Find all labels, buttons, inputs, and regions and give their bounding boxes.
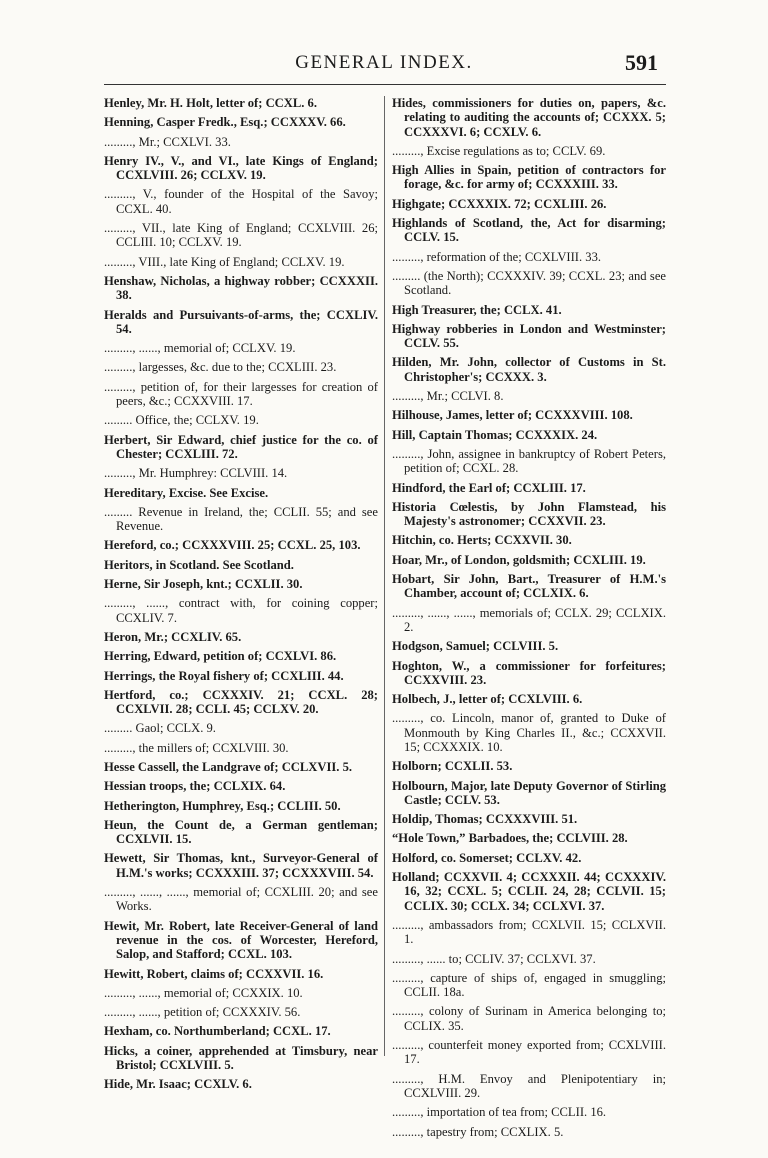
- header-rule: [104, 84, 666, 85]
- index-entry: Herrings, the Royal fishery of; CCXLIII. 44.: [104, 668, 344, 683]
- index-entry: Hitchin, co. Herts; CCXXVII. 30.: [392, 533, 572, 548]
- index-entry: Holland; CCXXVII. 4; CCXXXII. 44; CCXXXIV. 16, 32; CCXL. 5; CCLII. 24, 28; CCLVII. 15; CCLIX. 30; CCLX. 34; CCLXVI. 37.: [392, 870, 666, 913]
- index-entry: Highlands of Scotland, the, Act for disarming; CCLV. 15.: [392, 216, 666, 245]
- index-entry: ........., John, assignee in bankruptcy of Robert Peters, petition of; CCXL. 28.: [392, 446, 666, 476]
- index-entry: ........., Mr.; CCXLVI. 33.: [104, 134, 231, 149]
- index-entry: Hexham, co. Northumberland; CCXL. 17.: [104, 1024, 331, 1039]
- page-title: GENERAL INDEX.: [295, 52, 473, 73]
- index-entry: ........., ......, memorial of; CCXXIX. 10.: [104, 985, 303, 1000]
- index-column-right: [392, 96, 666, 1144]
- index-entry: Hilden, Mr. John, collector of Customs in St. Christopher's; CCXXX. 3.: [392, 355, 666, 384]
- index-entry: ........., largesses, &c. due to the; CCXLIII. 23.: [104, 360, 337, 375]
- index-entry: Holbech, J., letter of; CCXLVIII. 6.: [392, 692, 583, 707]
- index-entry: ......... Gaol; CCLX. 9.: [104, 721, 216, 736]
- index-entry: ........., counterfeit money exported from; CCXLVIII. 17.: [392, 1038, 666, 1067]
- index-entry: High Treasurer, the; CCLX. 41.: [392, 302, 562, 317]
- index-entry: “Hole Town,” Barbadoes, the; CCLVIII. 28.: [392, 831, 628, 846]
- index-entry: Heralds and Pursuivants-of-arms, the; CCXLIV. 54.: [104, 307, 378, 336]
- index-entry: ........., co. Lincoln, manor of, granted to Duke of Monmouth by King Charles II., &c.; CCXXVII. 15; CCXXXIX. 10.: [392, 711, 666, 754]
- index-entry: Hill, Captain Thomas; CCXXXIX. 24.: [392, 427, 598, 442]
- index-entry: ........., VIII., late King of England; CCLXV. 19.: [104, 254, 345, 269]
- index-entry: Henley, Mr. H. Holt, letter of; CCXL. 6.: [104, 96, 318, 110]
- index-entry: ........., ......, petition of; CCXXXIV. 56.: [104, 1005, 301, 1020]
- running-head: [0, 50, 768, 84]
- index-entry: ........., tapestry from; CCXLIX. 5.: [392, 1124, 564, 1139]
- index-entry: ........., reformation of the; CCXLVIII. 33.: [392, 249, 602, 264]
- index-entry: ........., Excise regulations as to; CCLV. 69.: [392, 143, 606, 158]
- index-entry: ........., capture of ships of, engaged in smuggling; CCLII. 18a.: [392, 970, 666, 1000]
- index-entry: Hodgson, Samuel; CCLVIII. 5.: [392, 639, 559, 654]
- index-entry: Hoghton, W., a commissioner for forfeitures; CCXXVIII. 23.: [392, 658, 666, 687]
- index-entry: Holdip, Thomas; CCXXXVIII. 51.: [392, 812, 578, 827]
- index-entry: Holbourn, Major, late Deputy Governor of Stirling Castle; CCLV. 53.: [392, 778, 666, 807]
- index-entry: Heun, the Count de, a German gentleman; CCXLVII. 15.: [104, 817, 378, 847]
- index-entry: ........., the millers of; CCXLVIII. 30.: [104, 740, 289, 755]
- index-entry: Heron, Mr.; CCXLIV. 65.: [104, 629, 242, 644]
- index-entry: Hertford, co.; CCXXXIV. 21; CCXL. 28; CCXLVII. 28; CCLI. 45; CCLXV. 20.: [104, 687, 378, 717]
- index-entry: Herbert, Sir Edward, chief justice for the co. of Chester; CCXLIII. 72.: [104, 432, 378, 461]
- index-entry: ........., ......, memorial of; CCLXV. 19.: [104, 341, 296, 356]
- index-entry: ........., V., founder of the Hospital of the Savoy; CCXL. 40.: [104, 187, 378, 216]
- index-entry: Henshaw, Nicholas, a highway robber; CCXXXII. 38.: [104, 273, 378, 303]
- page-number: 591: [625, 50, 658, 75]
- index-entry: ........., importation of tea from; CCLII. 16.: [392, 1105, 607, 1120]
- index-entry: Highgate; CCXXXIX. 72; CCXLIII. 26.: [392, 196, 607, 211]
- index-entry: Hoar, Mr., of London, goldsmith; CCXLIII. 19.: [392, 552, 646, 567]
- index-entry: ........., petition of, for their largesses for creation of peers, &c.; CCXXVIII. 17.: [104, 379, 378, 409]
- index-entry: ......... (the North); CCXXXIV. 39; CCXL. 23; and see Scotland.: [392, 268, 666, 298]
- index-entry: Hetherington, Humphrey, Esq.; CCLIII. 50.: [104, 798, 341, 813]
- index-entry: ........., Mr. Humphrey: CCLVIII. 14.: [104, 466, 288, 481]
- index-entry: Hicks, a coiner, apprehended at Timsbury, near Bristol; CCXLVIII. 5.: [104, 1043, 378, 1073]
- index-entry: Hesse Cassell, the Landgrave of; CCLXVII. 5.: [104, 759, 353, 774]
- index-entry: Hewit, Mr. Robert, late Receiver-General of land revenue in the cos. of Worcester, Hereford, Salop, and Stafford; CCXL. 103.: [104, 918, 378, 962]
- index-entry: Hindford, the Earl of; CCXLIII. 17.: [392, 480, 586, 495]
- index-entry: Hereditary, Excise. See Excise.: [104, 485, 269, 500]
- index-entry: Heritors, in Scotland. See Scotland.: [104, 557, 294, 572]
- index-entry: High Allies in Spain, petition of contractors for forage, &c. for army of; CCXXXIII. 33.: [392, 163, 666, 192]
- column-divider: [384, 96, 385, 1056]
- index-entry: ........., ambassadors from; CCXLVII. 15; CCLXVII. 1.: [392, 917, 666, 947]
- index-entry: ........., ......, contract with, for coining copper; CCXLIV. 7.: [104, 596, 378, 625]
- index-entry: ........., ...... to; CCLIV. 37; CCLXVI. 37.: [392, 951, 596, 966]
- index-entry: Henry IV., V., and VI., late Kings of England; CCXLVIII. 26; CCLXV. 19.: [104, 153, 378, 183]
- index-entry: Hide, Mr. Isaac; CCXLV. 6.: [104, 1077, 252, 1092]
- index-entry: Hewett, Sir Thomas, knt., Surveyor-General of H.M.'s works; CCXXXIII. 37; CCXXXVIII. 54.: [104, 851, 378, 880]
- index-entry: ........., colony of Surinam in America belonging to; CCLIX. 35.: [392, 1004, 666, 1033]
- index-entry: ........., ......, ......, memorial of; CCXLIII. 20; and see Works.: [104, 885, 378, 914]
- index-entry: ........., ......, ......, memorials of; CCLX. 29; CCLXIX. 2.: [392, 605, 666, 634]
- index-entry: Hides, commissioners for duties on, papers, &c. relating to auditing the accounts of; CCXXX. 5; CCXXXVI. 6; CCXLV. 6.: [392, 96, 666, 139]
- index-entry: Holford, co. Somerset; CCLXV. 42.: [392, 850, 582, 865]
- index-entry: Hilhouse, James, letter of; CCXXXVIII. 108.: [392, 408, 633, 423]
- index-entry: Historia Cœlestis, by John Flamstead, his Majesty's astronomer; CCXXVII. 23.: [392, 499, 666, 529]
- index-entry: Henning, Casper Fredk., Esq.; CCXXXV. 66.: [104, 115, 346, 130]
- index-entry: Hewitt, Robert, claims of; CCXXVII. 16.: [104, 966, 324, 981]
- index-column-left: [104, 96, 378, 1097]
- index-entry: Highway robberies in London and Westminster; CCLV. 55.: [392, 321, 666, 351]
- index-entry: ......... Office, the; CCLXV. 19.: [104, 413, 259, 428]
- index-entry: Herne, Sir Joseph, knt.; CCXLII. 30.: [104, 577, 303, 592]
- index-entry: ........., VII., late King of England; CCXLVIII. 26; CCLIII. 10; CCLXV. 19.: [104, 221, 378, 250]
- index-entry: ........., Mr.; CCLVI. 8.: [392, 389, 504, 404]
- index-entry: Hobart, Sir John, Bart., Treasurer of H.M.'s Chamber, account of; CCLXIX. 6.: [392, 572, 666, 601]
- index-entry: Hessian troops, the; CCLXIX. 64.: [104, 779, 286, 794]
- index-entry: Holborn; CCXLII. 53.: [392, 759, 513, 774]
- index-entry: Hereford, co.; CCXXXVIII. 25; CCXL. 25, 103.: [104, 538, 361, 553]
- index-entry: ......... Revenue in Ireland, the; CCLII. 55; and see Revenue.: [104, 504, 378, 534]
- index-entry: Herring, Edward, petition of; CCXLVI. 86.: [104, 649, 337, 664]
- index-entry: ........., H.M. Envoy and Plenipotentiary in; CCXLVIII. 29.: [392, 1071, 666, 1100]
